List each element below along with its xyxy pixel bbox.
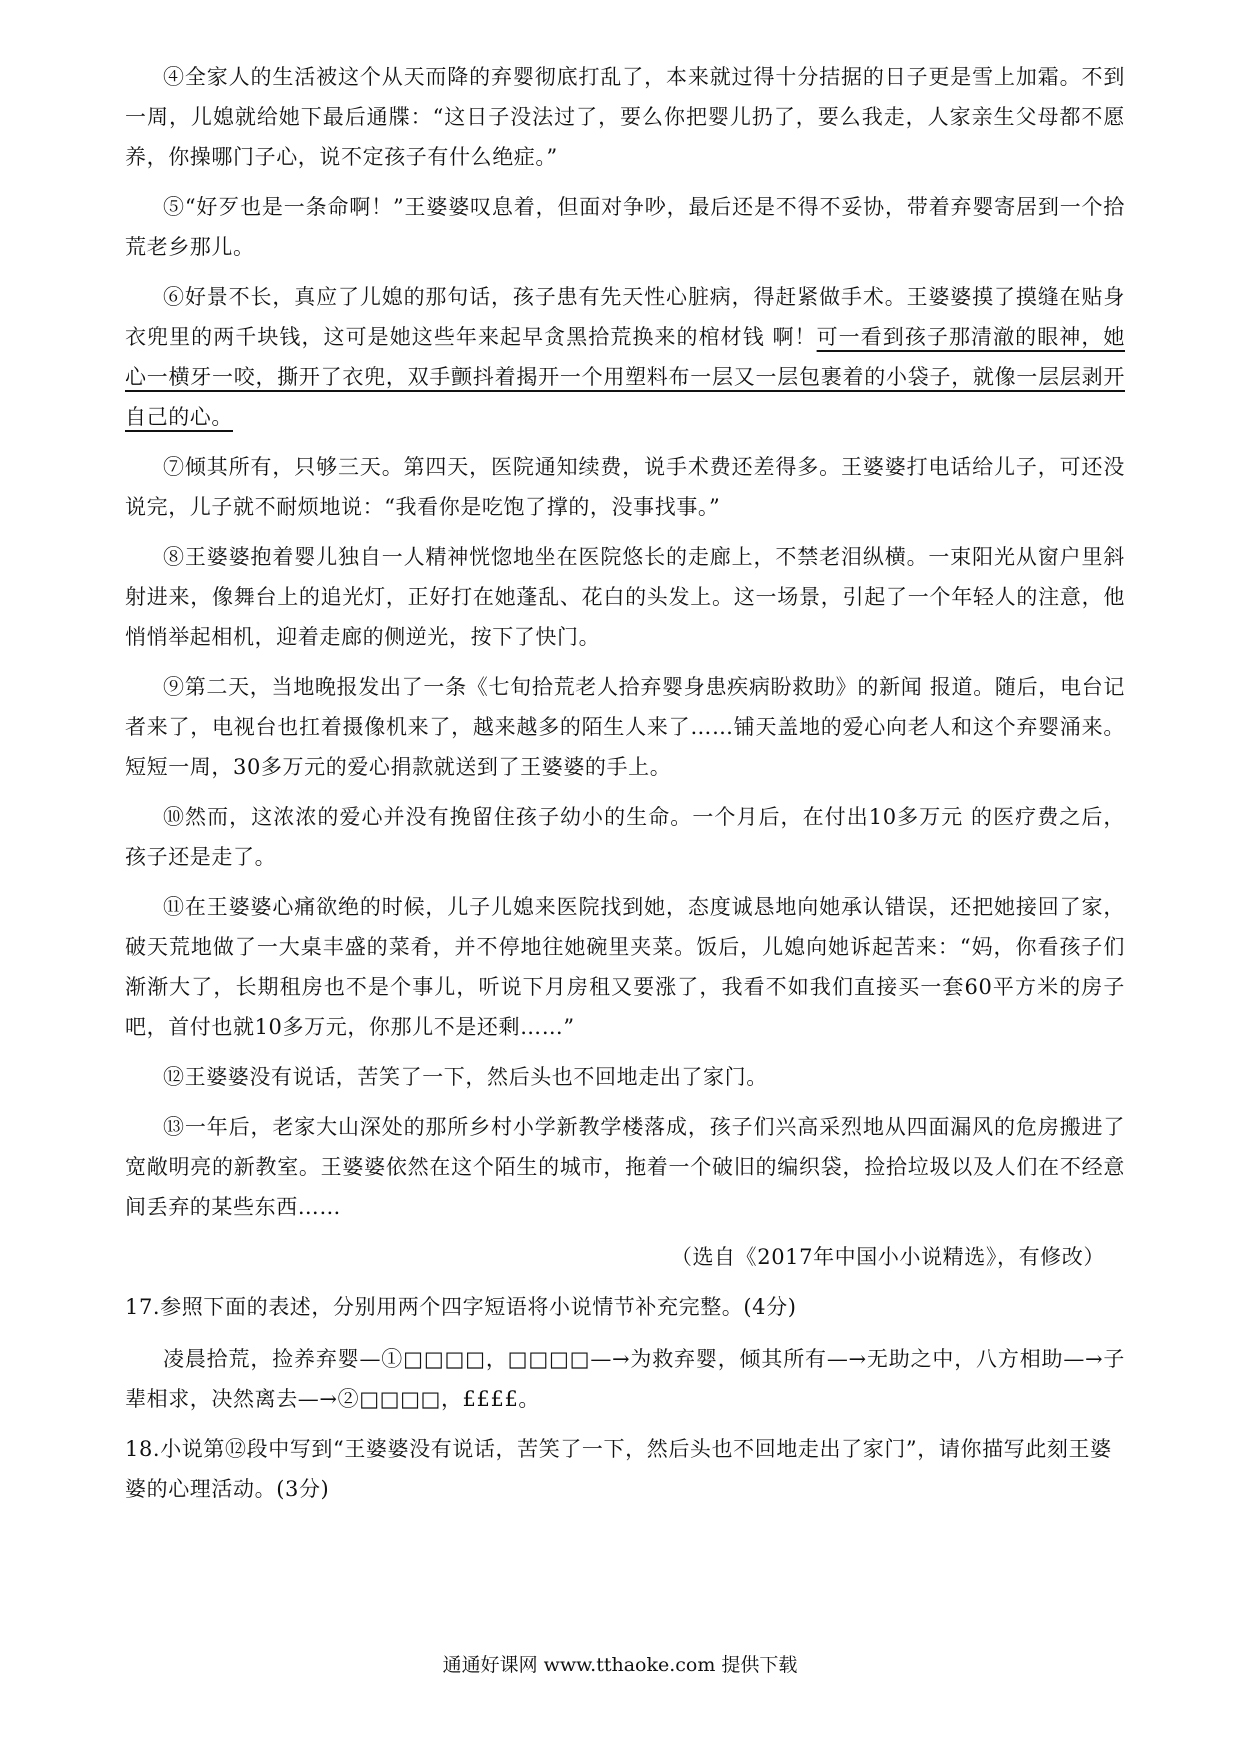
paragraph-7: ⑦倾其所有，只够三天。第四天，医院通知续费，说手术费还差得多。王婆婆打电话给儿子，可还没说完，儿子就不耐烦地说：“我看你是吃饱了撑的，没事找事。” xyxy=(125,455,1125,519)
paragraph-12: ⑫王婆婆没有说话，苦笑了一下，然后头也不回地走出了家门。 xyxy=(163,1065,768,1089)
story-text xyxy=(125,57,1125,1521)
paragraph-6-text: ⑥好景不长，真应了儿媳的那句话，孩子患有先天性心脏病，得赶紧做手术。王婆婆摸了摸缝在贴身衣兜里的两千块钱，这可是她这些年来起早贪黑拾荒换来的棺材钱 啊！ xyxy=(125,285,1125,349)
paragraph-10: ⑩然而，这浓浓的爱心并没有挽留住孩子幼小的生命。一个月后，在付出10多万元 的医疗费之后，孩子还是走了。 xyxy=(125,805,1125,869)
page-footer: 通通好课网 www.tthaoke.com 提供下载 xyxy=(442,1654,798,1676)
source-citation: （选自《2017年中国小小说精选》，有修改） xyxy=(670,1245,1105,1269)
paragraph-8: ⑧王婆婆抱着婴儿独自一人精神恍惚地坐在医院悠长的走廊上，不禁老泪纵横。一束阳光从窗户里斜射进来，像舞台上的追光灯，正好打在她蓬乱、花白的头发上。这一场景，引起了一个年轻人的注意，他悄悄举起相机，迎着走廊的侧逆光，按下了快门。 xyxy=(125,545,1125,649)
paragraph-6 xyxy=(125,277,1125,437)
paragraph-6-underlined-text: 可一看到孩子那清澈的眼神，她心一横牙一咬，撕开了衣兜，双手颤抖着揭开一个用塑料布一层又一层包裹着的小袋子，就像一层层剥开自己的心。 xyxy=(125,325,1125,429)
paragraph-13: ⑬一年后，老家大山深处的那所乡村小学新教学楼落成，孩子们兴高采烈地从四面漏风的危房搬进了宽敞明亮的新教室。王婆婆依然在这个陌生的城市，拖着一个破旧的编织袋，捡拾垃圾以及人们在不经意间丢弃的某些东西…… xyxy=(125,1115,1125,1219)
paragraph-11: ⑪在王婆婆心痛欲绝的时候，儿子儿媳来医院找到她，态度诚恳地向她承认错误，还把她接回了家，破天荒地做了一大桌丰盛的菜肴，并不停地往她碗里夹菜。饭后，儿媳向她诉起苦来：“妈，你看孩子们渐渐大了，长期租房也不是个事儿，听说下月房租又要涨了，我看不如我们直接买一套60平方米的房子吧，首付也就10多万元，你那儿不是还剩……” xyxy=(125,895,1125,1039)
question-17-plot: 凌晨拾荒，捡养弃婴—①□□□□，□□□□—→为救弃婴，倾其所有—→无助之中，八方相助—→子辈相求，决然离去—→②□□□□，££££。 xyxy=(125,1347,1125,1411)
question-17-prompt: 17.参照下面的表述，分别用两个四字短语将小说情节补充完整。(4分) xyxy=(125,1295,797,1319)
paragraph-4: ④全家人的生活被这个从天而降的弃婴彻底打乱了，本来就过得十分拮据的日子更是雪上加霜。不到一周，儿媳就给她下最后通牒：“这日子没法过了，要么你把婴儿扔了，要么我走，人家亲生父母都不愿养，你操哪门子心，说不定孩子有什么绝症。” xyxy=(125,65,1125,169)
question-18-prompt: 18.小说第⑫段中写到“王婆婆没有说话，苦笑了一下，然后头也不回地走出了家门”，请你描写此刻王婆婆的心理活动。(3分) xyxy=(125,1437,1112,1501)
paragraph-5: ⑤“好歹也是一条命啊！”王婆婆叹息着，但面对争吵，最后还是不得不妥协，带着弃婴寄居到一个拾荒老乡那儿。 xyxy=(125,195,1125,259)
paragraph-9: ⑨第二天，当地晚报发出了一条《七旬拾荒老人拾弃婴身患疾病盼救助》的新闻 报道。随后，电台记者来了，电视台也扛着摄像机来了，越来越多的陌生人来了……铺天盖地的爱心向老人和这个弃婴涌来。短短一周，30多万元的爱心捐款就送到了王婆婆的手上。 xyxy=(125,675,1125,779)
